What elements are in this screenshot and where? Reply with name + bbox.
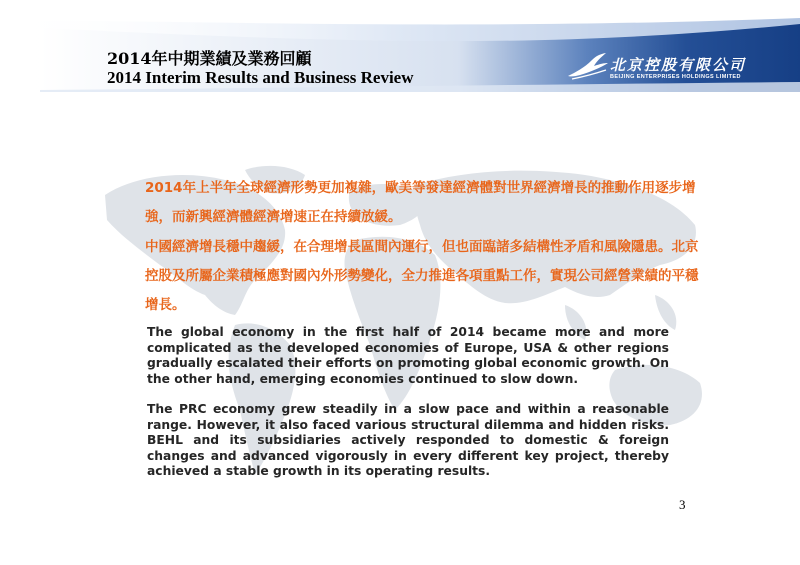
page-number: 3 [679, 497, 686, 512]
logo-name-chinese: 北京控股有限公司 [610, 56, 747, 74]
title-chinese: 2014年中期業績及業務回顧 [107, 49, 312, 68]
english-paragraph-1: The global economy in the first half of 2014 became more and more complicated as the developed economies of Europe, USA & other regions gradually escalated their efforts on promoting global economic growth. On the other hand, emerging economies continued to slow down. [147, 325, 669, 386]
logo-name-english: BEIJING ENTERPRISES HOLDINGS LIMITED [610, 74, 741, 80]
english-text-block [147, 325, 669, 495]
crane-bird-logo-icon [566, 50, 610, 82]
slide-header [0, 0, 800, 100]
title-english: 2014 Interim Results and Business Review [107, 68, 414, 87]
chinese-paragraph-2: 中國經濟增長穩中趨緩，在合理增長區間內運行，但也面臨諸多結構性矛盾和風險隱患。北京控股及所屬企業積極應對國內外形勢變化，全力推進各項重點工作，實現公司經營業績的平穩增長。 [145, 239, 699, 313]
chinese-paragraph-1: 2014年上半年全球經濟形勢更加複雜，歐美等發達經濟體對世界經濟增長的推動作用逐步增強，而新興經濟體經濟增速正在持續放緩。 [145, 180, 696, 225]
english-paragraph-2: The PRC economy grew steadily in a slow pace and within a reasonable range. However, it also faced various structural dilemma and hidden risks. BEHL and its subsidiaries actively responded to domestic & foreign changes and advanced vigorously in every different key project, thereby achieved a stable growth in its operating results. [147, 402, 669, 478]
chinese-text-block [145, 174, 705, 321]
company-logo [566, 48, 747, 88]
